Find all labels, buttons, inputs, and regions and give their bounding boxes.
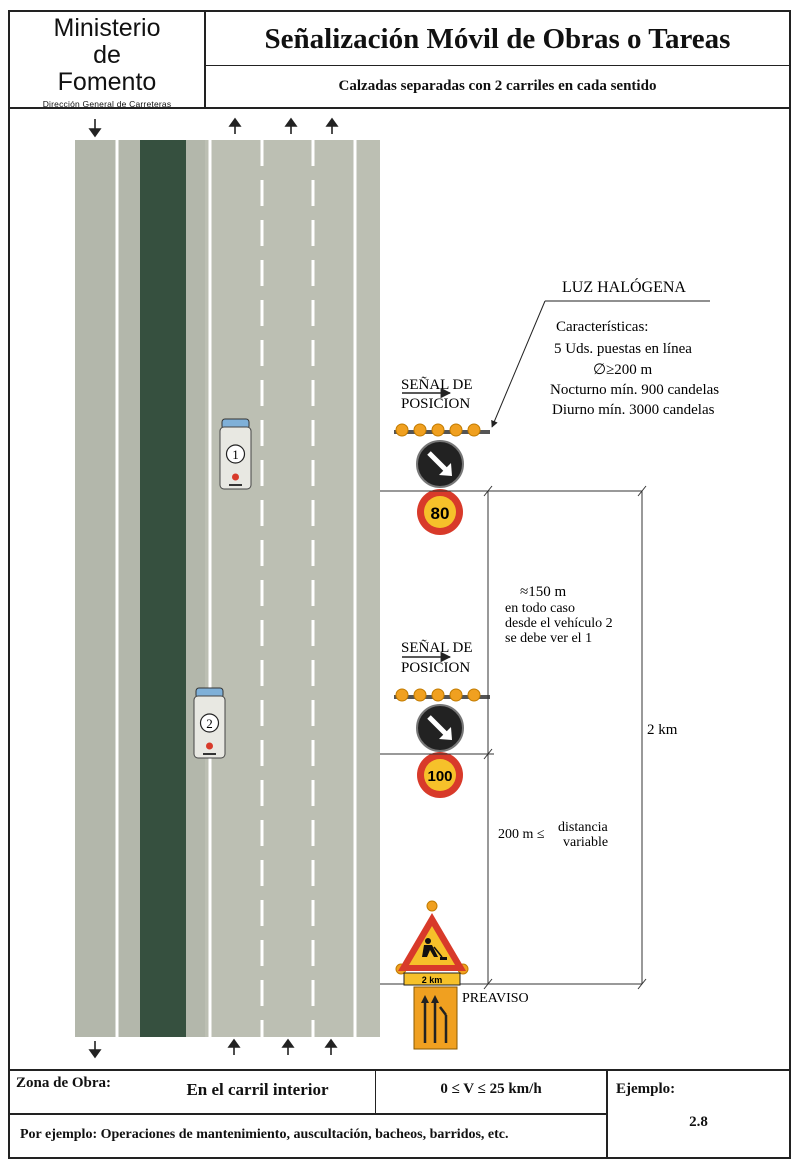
characteristics-day: Diurno mín. 3000 candelas: [552, 402, 715, 418]
position-sign-2-line1: SEÑAL DE: [401, 640, 473, 656]
arrow-up-icon: [230, 119, 240, 134]
halogen-title: LUZ HALÓGENA: [562, 279, 686, 296]
example-value: 2.8: [689, 1114, 708, 1130]
example-cell: [608, 1069, 789, 1157]
characteristics-count: 5 Uds. puestas en línea: [554, 341, 692, 357]
logo-subtitle: Dirección General de Carreteras: [42, 99, 172, 109]
characteristics-diameter: ∅≥200 m: [593, 362, 653, 378]
advance-warning-label: PREAVISO: [462, 991, 529, 1006]
page-subtitle: Calzadas separadas con 2 carriles en cada sentido: [206, 66, 789, 109]
halogen-lights-1: [394, 424, 490, 436]
arrow-up-icon: [229, 1040, 239, 1055]
keep-right-sign-1: [417, 441, 463, 487]
speed-limit-100-sign: [417, 752, 463, 798]
arrow-up-icon: [327, 119, 337, 134]
position-sign-2-line2: POSICION: [401, 660, 471, 676]
zone-label-cell: [10, 1069, 140, 1113]
distance-150-note-3: se debe ver el 1: [505, 631, 593, 646]
zone-value-cell: [140, 1069, 376, 1113]
distance-variable-prefix: 200 m ≤: [498, 827, 545, 842]
position-sign-1-line1: SEÑAL DE: [401, 377, 473, 393]
distance-150-note-1: en todo caso: [505, 601, 575, 616]
speed-limit-80-sign: [417, 489, 463, 535]
example-label: Ejemplo:: [616, 1081, 676, 1097]
road: [75, 140, 380, 1037]
note-text: Por ejemplo: Operaciones de mantenimiento, auscultación, bacheos, barridos, etc.: [20, 1127, 509, 1142]
arrow-up-icon: [286, 119, 296, 134]
distance-150-note-2: desde el vehículo 2: [505, 616, 613, 631]
median-strip: [140, 140, 186, 1037]
vehicle-1-label: 1: [232, 447, 239, 462]
page-title: Señalización Móvil de Obras o Tareas: [206, 12, 789, 66]
ministry-logo: [10, 12, 206, 109]
zone-value: En el carril interior: [186, 1080, 329, 1099]
characteristics-night: Nocturno mín. 900 candelas: [550, 382, 720, 398]
warning-plate-label: 2 km: [421, 975, 443, 985]
vehicle-2: [194, 688, 225, 758]
arrow-down-icon: [90, 119, 100, 136]
speed-limit-2-value: 100: [427, 768, 453, 785]
arrow-down-icon: [90, 1041, 100, 1057]
characteristics-heading: Características:: [556, 319, 649, 335]
distance-variable-2: variable: [563, 835, 609, 850]
speed-range: 0 ≤ V ≤ 25 km/h: [440, 1081, 542, 1097]
vehicle-2-label: 2: [206, 716, 213, 731]
distance-variable-1: distancia: [558, 820, 608, 835]
logo-line-1: Ministerio: [53, 14, 161, 42]
arrow-up-icon: [283, 1040, 293, 1055]
speed-limit-1-value: 80: [430, 504, 450, 523]
signage-diagram: [10, 109, 790, 1067]
arrow-up-icon: [326, 1040, 336, 1055]
speed-range-cell: [376, 1069, 608, 1113]
position-sign-1-line2: POSICION: [401, 396, 471, 412]
halogen-lights-2: [394, 689, 490, 701]
distance-150: ≈150 m: [520, 584, 567, 600]
direction-arrows-bottom: [90, 1040, 336, 1057]
distance-total: 2 km: [647, 722, 678, 738]
roadworks-warning-sign: [396, 901, 468, 985]
direction-arrows-top: [90, 119, 337, 136]
logo-line-2: de: [93, 41, 121, 69]
zone-label: Zona de Obra:: [16, 1075, 112, 1091]
logo-line-3: Fomento: [57, 68, 157, 96]
note-cell: [10, 1113, 608, 1157]
lane-closure-sign: [414, 987, 457, 1049]
vehicle-1: [220, 419, 251, 489]
keep-right-sign-2: [417, 705, 463, 751]
